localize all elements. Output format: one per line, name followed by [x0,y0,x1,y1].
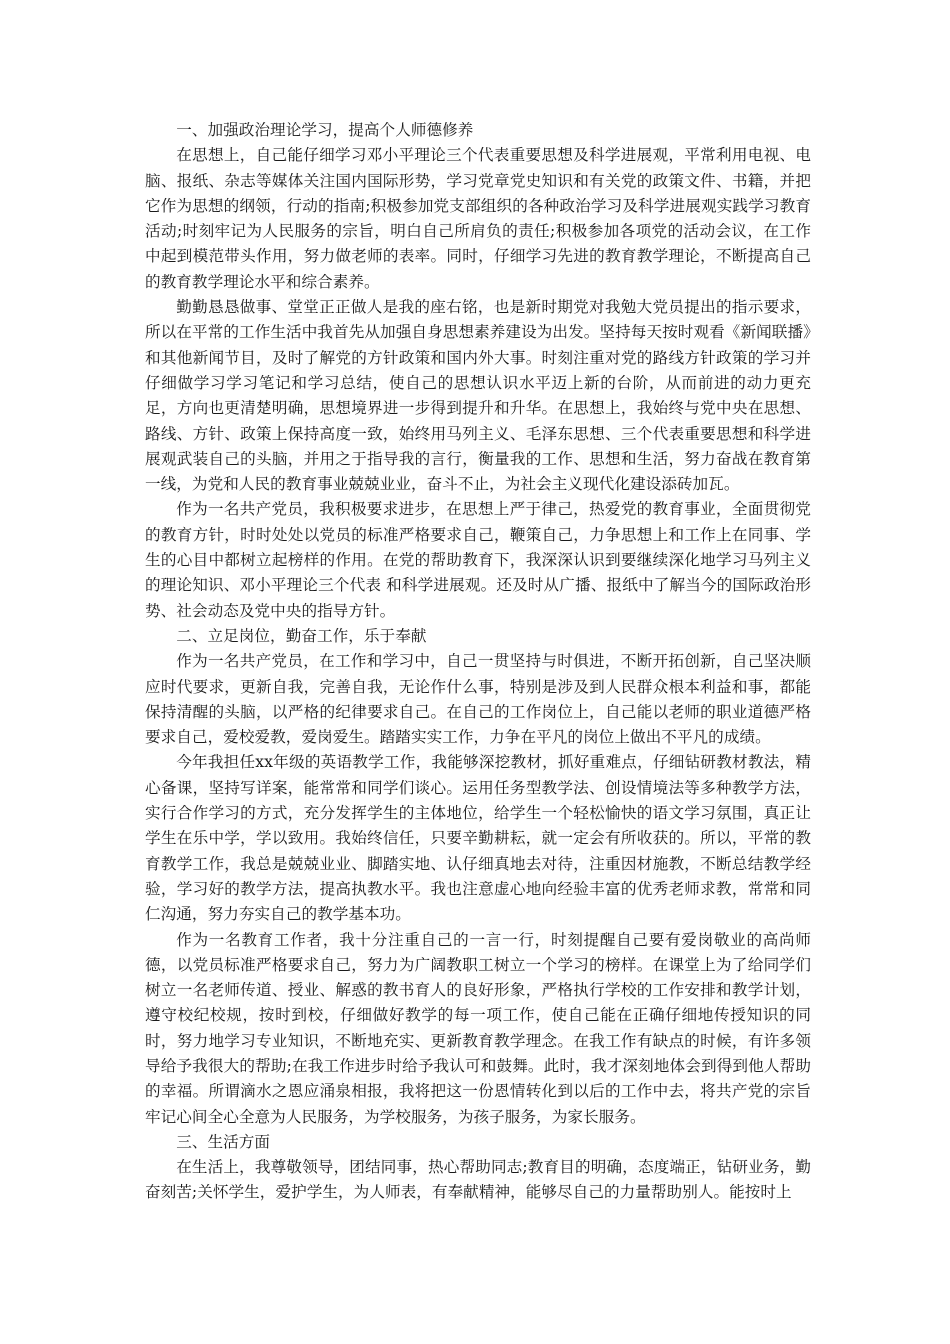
body-paragraph: 今年我担任xx年级的英语教学工作，我能够深挖教材，抓好重难点，仔细钻研教材教法，精心备课，坚持写详案，能常常和同学们谈心。运用任务型教学法、创设情境法等多种教学方法，实行合作学习的方式，充分发挥学生的主体地位，给学生一个轻松愉快的语文学习氛围，真正让学生在乐中学，学以致用。我始终信任，只要辛勤耕耘，就一定会有所收获的。所以，平常的教育教学工作，我总是兢兢业业、脚踏实地、认仔细真地去对待，注重因材施教，不断总结教学经验，学习好的教学方法，提高执教水平。我也注意虚心地向经验丰富的优秀老师求教，常常和同仁沟通，努力夯实自己的教学基本功。 [145,753,811,924]
section-heading-2: 二、立足岗位，勤奋工作，乐于奉献 [176,626,427,645]
section-heading-3: 三、生活方面 [176,1132,271,1151]
body-paragraph: 在思想上，自己能仔细学习邓小平理论三个代表重要思想及科学进展观，平常利用电视、电脑、报纸、杂志等媒体关注国内国际形势，学习党章党史知识和有关党的政策文件、书籍，并把它作为思想的纲领，行动的指南;积极参加党支部组织的各种政治学习及科学进展观实践学习教育活动;时刻牢记为人民服务的宗旨，明白自己所肩负的责任;积极参加各项党的活动会议，在工作中起到模范带头作用，努力做老师的表率。同时，仔细学习先进的教育教学理论，不断提高自己的教育教学理论水平和综合素养。 [145,146,811,291]
section-heading-1: 一、加强政治理论学习，提高个人师德修养 [176,121,474,139]
document-body [145,118,811,1206]
body-paragraph: 作为一名共产党员，我积极要求进步，在思想上严于律己，热爱党的教育事业，全面贯彻党的教育方针，时时处处以党员的标准严格要求自己，鞭策自己，力争思想上和工作上在同事、学生的心目中都树立起榜样的作用。在党的帮助教育下，我深深认识到要继续深化地学习马列主义的理论知识、邓小平理论三个代表 和科学进展观。还及时从广播、报纸中了解当今的国际政治形势、社会动态及党中央的指导方针。 [145,500,811,620]
body-paragraph: 作为一名教育工作者，我十分注重自己的一言一行，时刻提醒自己要有爱岗敬业的高尚师德，以党员标准严格要求自己，努力为广阔教职工树立一个学习的榜样。在课堂上为了给同学们树立一名老师传道、授业、解惑的教书育人的良好形象，严格执行学校的工作安排和教学计划，遵守校纪校规，按时到校，仔细做好教学的每一项工作，使自己能在正确仔细地传授知识的同时，努力地学习专业知识，不断地充实、更新教育教学理念。在我工作有缺点的时候，有许多领导给予我很大的帮助;在我工作进步时给予我认可和鼓舞。此时，我才深刻地体会到得到他人帮助的幸福。所谓滴水之恩应涌泉相报，我将把这一份恩情转化到以后的工作中去，将共产党的宗旨牢记心间全心全意为人民服务，为学校服务，为孩子服务，为家长服务。 [145,930,811,1126]
body-paragraph: 作为一名共产党员，在工作和学习中，自己一贯坚持与时俱进，不断开拓创新，自己坚决顺应时代要求，更新自我，完善自我，无论作什么事，特别是涉及到人民群众根本利益和事，都能保持清醒的头脑，以严格的纪律要求自己。在自己的工作岗位上，自己能以老师的职业道德严格要求自己，爱校爱教，爱岗爱生。踏踏实实工作，力争在平凡的岗位上做出不平凡的成绩。 [145,652,811,747]
body-paragraph: 在生活上，我尊敬领导，团结同事，热心帮助同志;教育目的明确，态度端正，钻研业务，勤奋刻苦;关怀学生，爱护学生，为人师表，有奉献精神，能够尽自己的力量帮助别人。能按时上 [145,1158,811,1202]
body-paragraph: 勤勤恳恳做事、堂堂正正做人是我的座右铭，也是新时期党对我勉大党员提出的指示要求，所以在平常的工作生活中我首先从加强自身思想素养建设为出发。坚持每天按时观看《新闻联播》和其他新闻节目，及时了解党的方针政策和国内外大事。时刻注重对党的路线方针政策的学习并仔细做学习学习笔记和学习总结，使自己的思想认识水平迈上新的台阶，从而前进的动力更充足，方向也更清楚明确，思想境界进一步得到提升和升华。在思想上，我始终与党中央在思想、路线、方针、政策上保持高度一致，始终用马列主义、毛泽东思想、三个代表重要思想和科学进展观武装自己的头脑，并用之于指导我的言行，衡量我的工作、思想和生活，努力奋战在教育第一线，为党和人民的教育事业兢兢业业，奋斗不止，为社会主义现代化建设添砖加瓦。 [145,298,811,494]
